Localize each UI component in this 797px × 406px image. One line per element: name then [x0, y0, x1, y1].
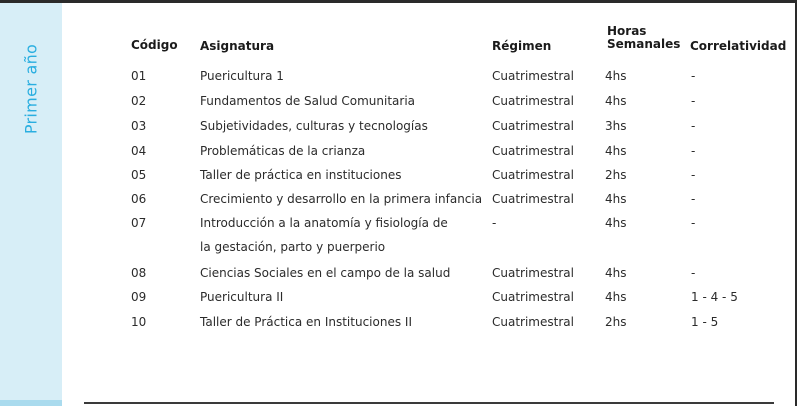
header-correlativity: Correlatividad: [690, 39, 787, 53]
cell-regime: Cuatrimestral: [492, 192, 574, 206]
cell-hours: 4hs: [605, 192, 627, 206]
cell-subject: Fundamentos de Salud Comunitaria: [200, 94, 416, 108]
cell-regime: Cuatrimestral: [492, 315, 574, 329]
cell-subject: Taller de práctica en instituciones: [200, 168, 402, 182]
cell-subject: Introducción a la anatomía y fisiología de: [200, 216, 448, 230]
sidebar-bottom-band: [0, 400, 62, 406]
cell-regime: Cuatrimestral: [492, 290, 574, 304]
cell-correlativity: 1 - 4 - 5: [691, 290, 738, 304]
header-code: Código: [131, 38, 178, 52]
cell-code: 04: [131, 144, 147, 158]
cell-code: 03: [131, 119, 147, 133]
cell-regime: Cuatrimestral: [492, 266, 574, 280]
top-rule: [0, 0, 797, 3]
cell-code: 09: [131, 290, 147, 304]
cell-correlativity: -: [691, 192, 696, 206]
cell-correlativity: -: [691, 94, 696, 108]
cell-code: 06: [131, 192, 147, 206]
cell-regime: Cuatrimestral: [492, 119, 574, 133]
cell-code: 07: [131, 216, 147, 230]
cell-correlativity: -: [691, 119, 696, 133]
cell-hours: 4hs: [605, 266, 627, 280]
cell-subject: Subjetividades, culturas y tecnologías: [200, 119, 428, 133]
header-subject: Asignatura: [200, 39, 275, 53]
cell-subject: Ciencias Sociales en el campo de la salud: [200, 266, 451, 280]
cell-hours: 4hs: [605, 144, 627, 158]
table-row: [0, 93, 797, 109]
header-hours-line2: Semanales: [607, 37, 681, 51]
cell-subject: Problemáticas de la crianza: [200, 144, 366, 158]
cell-subject: Puericultura II: [200, 290, 284, 304]
cell-hours: 4hs: [605, 290, 627, 304]
cell-correlativity: -: [691, 216, 696, 230]
table-row: [0, 289, 797, 305]
table-row: [0, 191, 797, 207]
sidebar-label: Primer año: [21, 43, 41, 135]
cell-hours: 3hs: [605, 119, 627, 133]
cell-regime: Cuatrimestral: [492, 144, 574, 158]
cell-code: 05: [131, 168, 147, 182]
cell-code: 01: [131, 69, 147, 83]
header-regime: Régimen: [492, 39, 552, 53]
cell-hours: 4hs: [605, 69, 627, 83]
table-row: [0, 143, 797, 159]
cell-hours: 2hs: [605, 315, 627, 329]
cell-correlativity: -: [691, 266, 696, 280]
cell-correlativity: -: [691, 168, 696, 182]
cell-regime: Cuatrimestral: [492, 69, 574, 83]
header-hours-line1: Horas: [607, 24, 647, 38]
bottom-rule: [84, 402, 774, 404]
cell-code: 02: [131, 94, 147, 108]
cell-regime: Cuatrimestral: [492, 94, 574, 108]
cell-correlativity: -: [691, 69, 696, 83]
table-row: [0, 314, 797, 330]
cell-hours: 2hs: [605, 168, 627, 182]
cell-correlativity: -: [691, 144, 696, 158]
cell-code: 08: [131, 266, 147, 280]
table-row: [0, 265, 797, 281]
table-row: [0, 118, 797, 134]
cell-subject-continued: la gestación, parto y puerperio: [200, 240, 386, 254]
cell-hours: 4hs: [605, 94, 627, 108]
cell-subject: Crecimiento y desarrollo en la primera infancia: [200, 192, 483, 206]
cell-regime: -: [492, 216, 497, 230]
table-row: [0, 68, 797, 84]
cell-subject: Taller de Práctica en Instituciones II: [200, 315, 412, 329]
cell-subject: Puericultura 1: [200, 69, 284, 83]
table-row: [0, 215, 797, 254]
cell-correlativity: 1 - 5: [691, 315, 719, 329]
cell-hours: 4hs: [605, 216, 627, 230]
table-row: [0, 167, 797, 183]
cell-code: 10: [131, 315, 147, 329]
cell-regime: Cuatrimestral: [492, 168, 574, 182]
